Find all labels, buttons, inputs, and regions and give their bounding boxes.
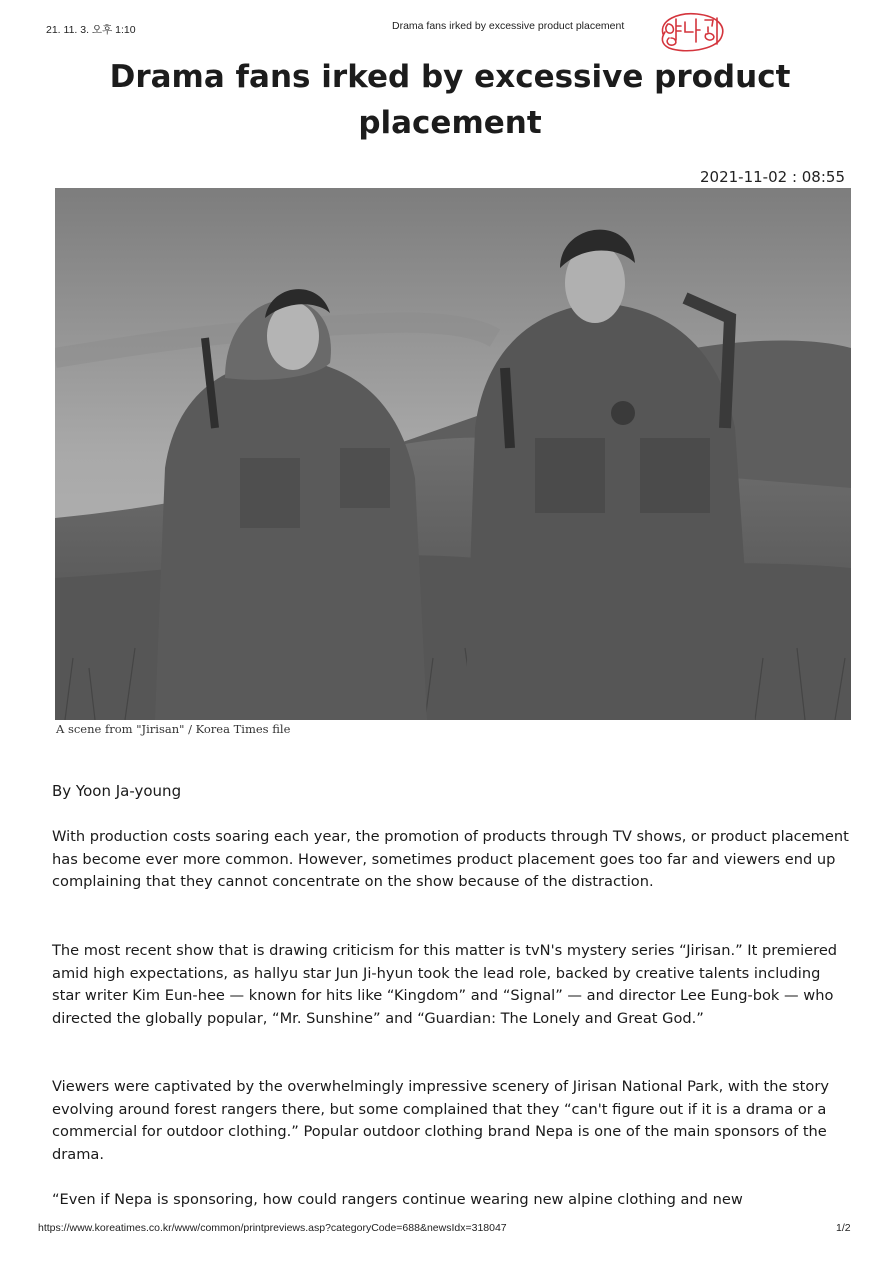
print-date: 21. 11. 3. 오후 1:10	[46, 24, 136, 36]
article-paragraph: The most recent show that is drawing criticism for this matter is tvN's mystery series “Jirisan.” It premiered amid high expectations, as hallyu star Jun Ji-hyun took the lead role, backed by creative talents including star writer Kim Eun-hee — known for hits like “Kingdom” and “Signal” — and director Lee Eung-bok — who directed the globally popular, “Mr. Sunshine” and “Guardian: The Lonely and Great God.”	[52, 942, 838, 1028]
article-paragraph: With production costs soaring each year, the promotion of products through TV shows, or product placement has become ever more common. However, sometimes product placement goes too far and viewers end up complaining that they cannot concentrate on the show because of the distraction.	[52, 828, 849, 891]
print-header	[0, 20, 893, 36]
article-date: 2021-11-02 : 08:55	[700, 168, 845, 186]
article-byline: By Yoon Ja-young	[52, 782, 182, 800]
article-photo	[55, 188, 851, 720]
handwritten-name-annotation	[655, 10, 727, 54]
footer-url: https://www.koreatimes.co.kr/www/common/printpreviews.asp?categoryCode=688&newsIdx=318047	[38, 1222, 507, 1234]
article-headline: Drama fans irked by excessive product placement	[109, 59, 791, 141]
page-number: 1/2	[836, 1222, 851, 1234]
photo-caption: A scene from "Jirisan" / Korea Times file	[56, 722, 291, 736]
article-paragraph: “Even if Nepa is sponsoring, how could rangers continue wearing new alpine clothing and new	[52, 1191, 743, 1208]
print-title: Drama fans irked by excessive product placement	[392, 20, 625, 32]
print-footer	[0, 1222, 893, 1236]
article-paragraph: Viewers were captivated by the overwhelmingly impressive scenery of Jirisan National Park, with the story evolving around forest rangers there, but some complained that they “can't figure out if it is a drama or a commercial for outdoor clothing.” Popular outdoor clothing brand Nepa is one of the main sponsors of the drama.	[52, 1078, 829, 1164]
